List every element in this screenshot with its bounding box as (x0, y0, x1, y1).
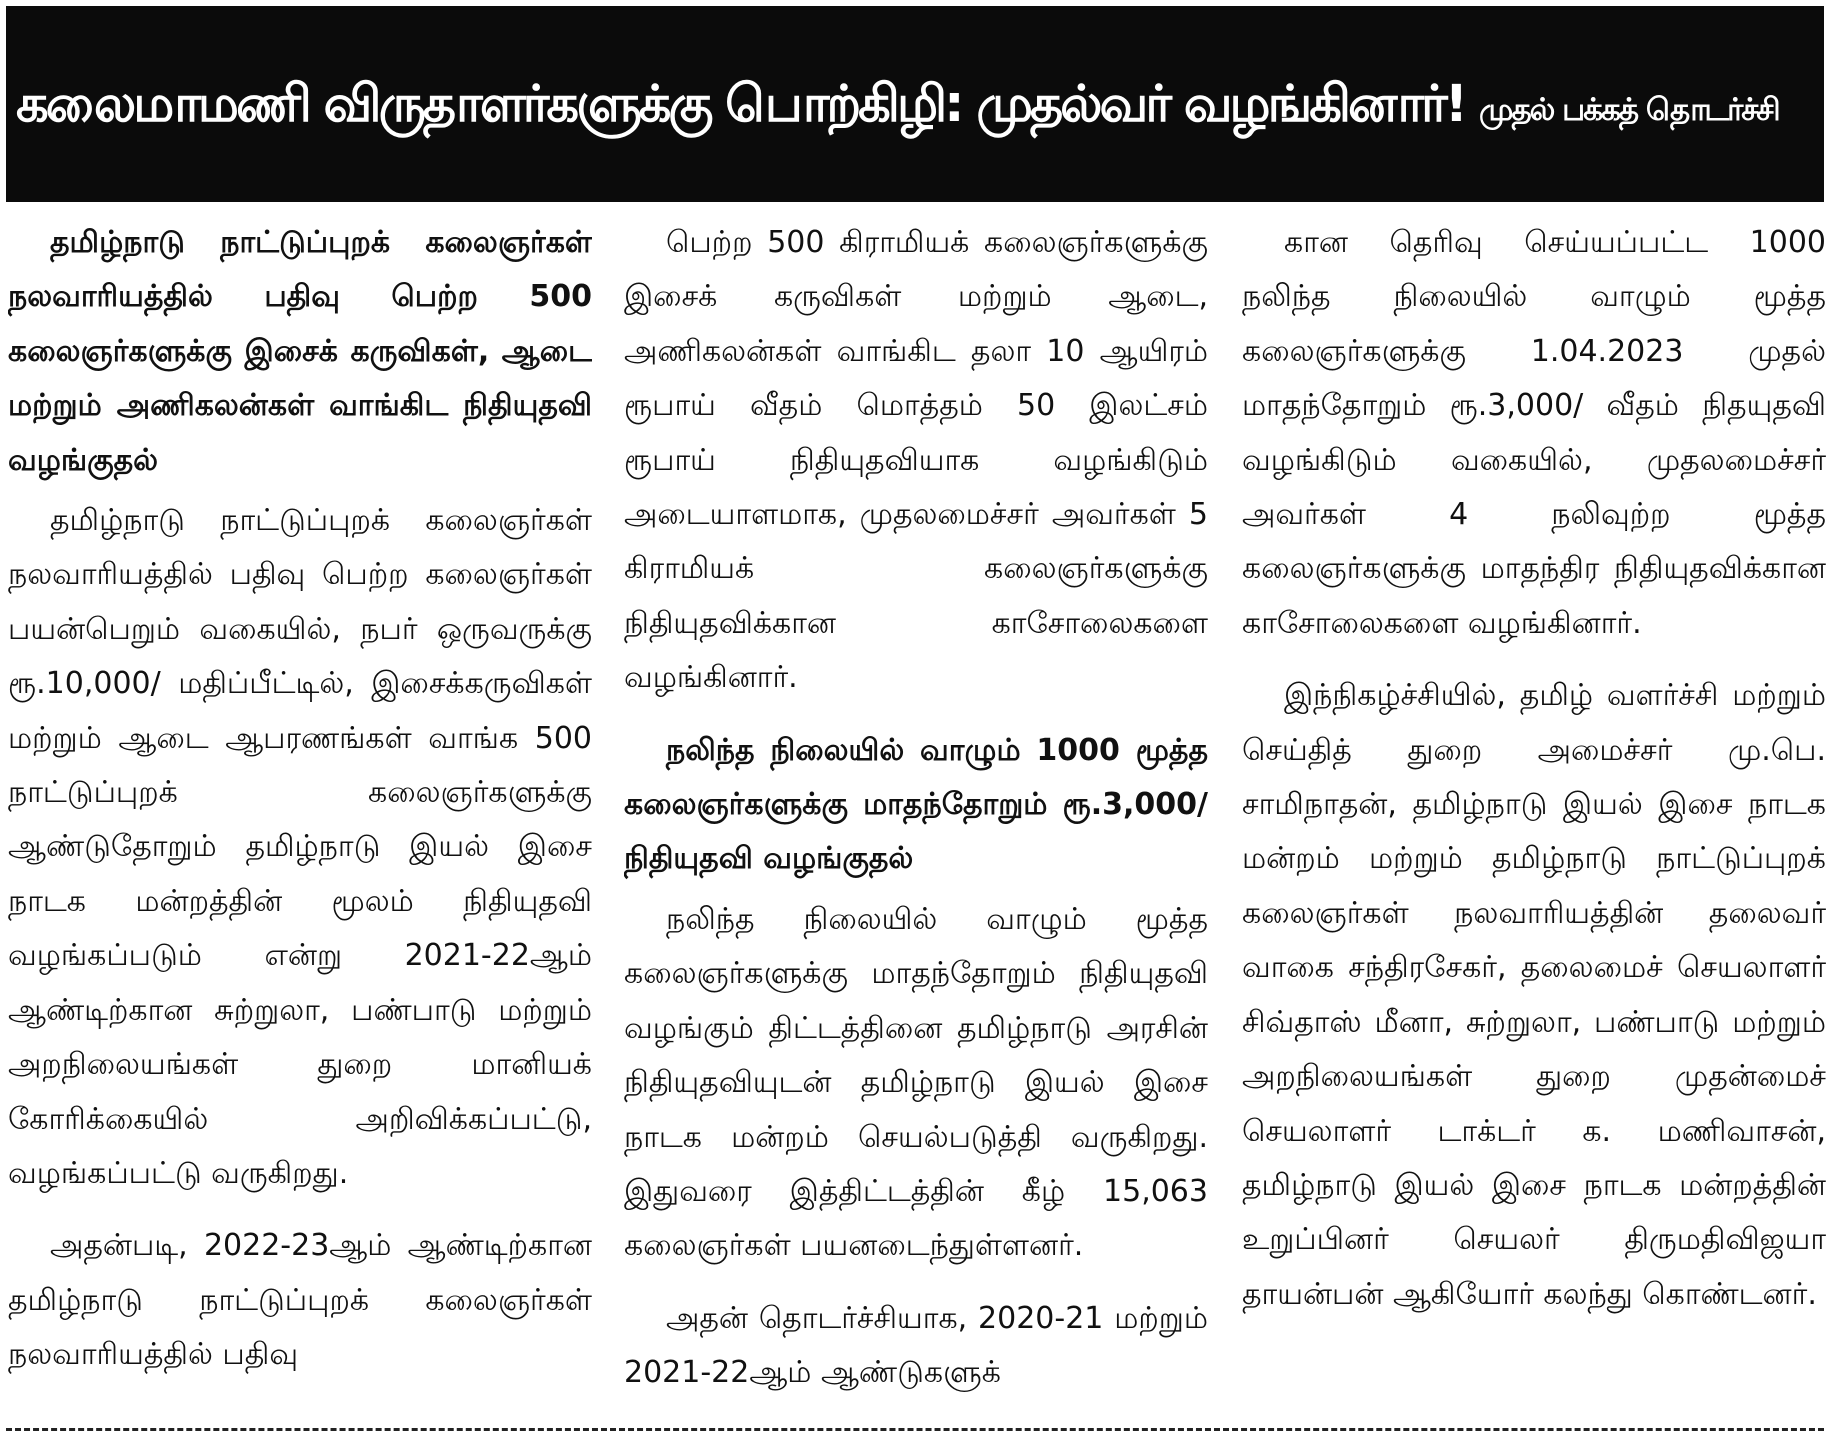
headline-banner (6, 6, 1824, 202)
paragraph: நலிந்த நிலையில் வாழும் மூத்த கலைஞர்களுக்கு மாதந்தோறும் நிதியுதவி வழங்கும் திட்டத்தினை தமிழ்நாடு அரசின் நிதியுதவியுடன் தமிழ்நாடு இயல் இசை நாடக மன்றம் செயல்படுத்தி வருகிறது. இதுவரை இத்திட்டத்தின் கீழ் 15,063 கலைஞர்கள் பயனடைந்துள்ளனர். (624, 901, 1208, 1264)
article-column-2 (624, 216, 1208, 1416)
paragraph: அதன்படி, 2022-23ஆம் ஆண்டிற்கான தமிழ்நாடு நாட்டுப்புறக் கலைஞர்கள் நலவாரியத்தில் பதிவு (8, 1228, 592, 1373)
subheading-pension-aid: நலிந்த நிலையில் வாழும் 1000 மூத்த கலைஞர்களுக்கு மாதந்தோறும் ரூ.3,000/ நிதியுதவி வழங்குதல் (624, 732, 1208, 877)
paragraph: அதன் தொடர்ச்சியாக, 2020-21 மற்றும் 2021-22ஆம் ஆண்டுகளுக் (624, 1300, 1208, 1391)
article-column-1 (8, 216, 592, 1416)
headline-title: கலைமாமணி விருதாளர்களுக்கு பொற்கிழி: முதல்வர் வழங்கினார்! (16, 74, 1466, 134)
article-column-3 (1242, 216, 1826, 1416)
paragraph: கான தெரிவு செய்யப்பட்ட 1000 நலிந்த நிலையில் வாழும் மூத்த கலைஞர்களுக்கு 1.04.2023 முதல் மாதந்தோறும் ரூ.3,000/ வீதம் நிதயுதவி வழங்கிடும் வகையில், முதலமைச்சர் அவர்கள் 4 நலிவுற்ற மூத்த கலைஞர்களுக்கு மாதந்திர நிதியுதவிக்கான காசோலைகளை வழங்கினார். (1242, 225, 1826, 641)
continuation-label: முதல் பக்கத் தொடர்ச்சி (1479, 92, 1779, 128)
paragraph: இந்நிகழ்ச்சியில், தமிழ் வளர்ச்சி மற்றும் செய்தித் துறை அமைச்சர் மு.பெ. சாமிநாதன், தமிழ்நாடு இயல் இசை நாடக மன்றம் மற்றும் தமிழ்நாடு நாட்டுப்புறக் கலைஞர்கள் நலவாரியத்தின் தலைவர் வாகை சந்திரசேகர், தலைமைச் செயலாளர் சிவ்தாஸ் மீனா, சுற்றுலா, பண்பாடு மற்றும் அறநிலையங்கள் துறை முதன்மைச் செயலாளர் டாக்டர் க. மணிவாசன், தமிழ்நாடு இயல் இசை நாடக மன்றத்தின் உறுப்பினர் செயலர் திருமதிவிஜயா தாயன்பன் ஆகியோர் கலந்து கொண்டனர். (1242, 678, 1826, 1312)
paragraph: தமிழ்நாடு நாட்டுப்புறக் கலைஞர்கள் நலவாரியத்தில் பதிவு பெற்ற கலைஞர்கள் பயன்பெறும் வகையில், நபர் ஒருவருக்கு ரூ.10,000/ மதிப்பீட்டில், இசைக்கருவிகள் மற்றும் ஆடை ஆபரணங்கள் வாங்க 500 நாட்டுப்புறக் கலைஞர்களுக்கு ஆண்டுதோறும் தமிழ்நாடு இயல் இசை நாடக மன்றத்தின் மூலம் நிதியுதவி வழங்கப்படும் என்று 2021-22ஆம் ஆண்டிற்கான சுற்றுலா, பண்பாடு மற்றும் அறநிலையங்கள் துறை மானியக் கோரிக்கையில் அறிவிக்கப்பட்டு, வழங்கப்பட்டு வருகிறது. (8, 503, 592, 1191)
dashed-divider (6, 1428, 1824, 1431)
subheading-instrument-aid: தமிழ்நாடு நாட்டுப்புறக் கலைஞர்கள் நலவாரியத்தில் பதிவு பெற்ற 500 கலைஞர்களுக்கு இசைக் கருவிகள், ஆடை மற்றும் அணிகலன்கள் வாங்கிட நிதியுதவி வழங்குதல் (8, 225, 592, 478)
paragraph: பெற்ற 500 கிராமியக் கலைஞர்களுக்கு இசைக் கருவிகள் மற்றும் ஆடை, அணிகலன்கள் வாங்கிட தலா 10 ஆயிரம் ரூபாய் வீதம் மொத்தம் 50 இலட்சம் ரூபாய் நிதியுதவியாக வழங்கிடும் அடையாளமாக, முதலமைச்சர் அவர்கள் 5 கிராமியக் கலைஞர்களுக்கு நிதியுதவிக்கான காசோலைகளை வழங்கினார். (624, 225, 1208, 696)
